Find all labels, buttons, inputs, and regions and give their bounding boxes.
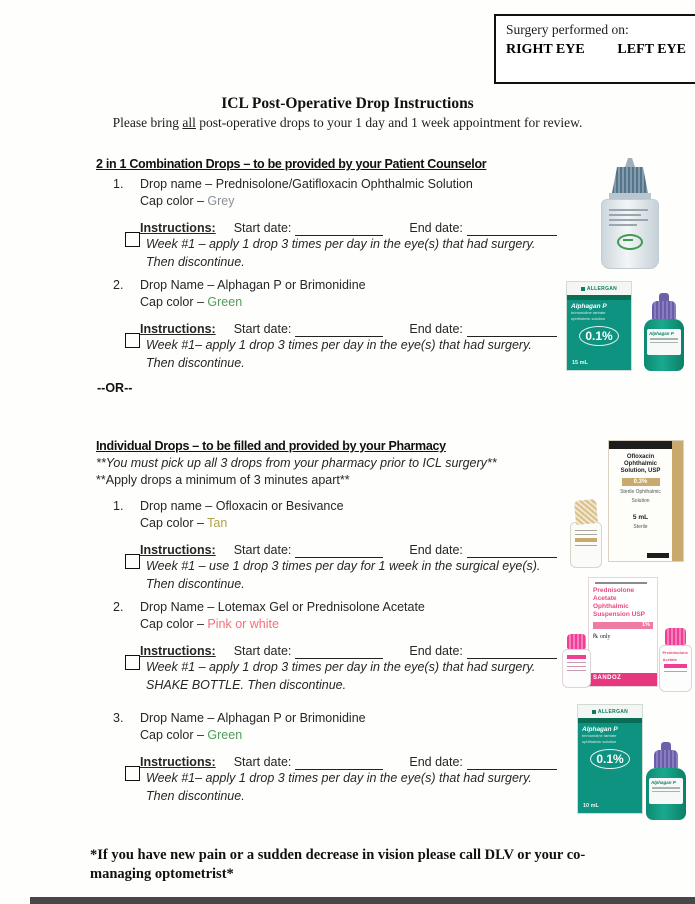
item-number: 1. [113, 499, 124, 513]
page-subtitle: Please bring all post-operative drops to your 1 day and 1 week appointment for review. [112, 115, 583, 130]
prednisolone-bottle-left [560, 634, 592, 690]
end-date-label: End date: [409, 543, 463, 557]
right-eye-option[interactable]: RIGHT EYE [506, 42, 585, 57]
followup-instruction: Then discontinue. [146, 789, 245, 803]
instructions-label: Instructions: [140, 644, 216, 658]
followup-instruction: Then discontinue. [146, 255, 245, 269]
followup-instruction: SHAKE BOTTLE. Then discontinue. [146, 678, 347, 692]
left-eye-option[interactable]: LEFT EYE [617, 42, 686, 57]
prednisolone-box: Prednisolone Acetate Ophthalmic Suspension USP 1% ℞ only SANDOZ [588, 577, 658, 687]
cap-color-value: Tan [207, 516, 228, 530]
alphagan-bottle-label: Alphagan P [649, 331, 674, 336]
combination-drops-section [96, 156, 570, 372]
item-number: 2. [113, 600, 124, 614]
week1-checkbox[interactable] [125, 232, 140, 247]
individual-drop-item-3 [113, 710, 570, 805]
grey-bottle-cap [612, 167, 648, 193]
individual-section-heading: Individual Drops – to be filled and provided by your Pharmacy [96, 439, 446, 453]
drop-name: Drop Name – Alphagan P or Brimonidine [140, 278, 366, 292]
end-date-label: End date: [409, 755, 463, 769]
end-date-blank[interactable] [467, 222, 557, 236]
individual-drop-item-2 [113, 599, 570, 694]
alphagan-bottle [644, 742, 688, 822]
end-date-blank[interactable] [467, 756, 557, 770]
compound-drop-bottle-image [580, 158, 680, 273]
box-ndc-line [595, 582, 647, 584]
alphagan-box: ALLERGAN Alphagan P brimonidine tartrate ophthalmic solution 0.1% 15 mL [566, 281, 632, 371]
start-date-label: Start date: [233, 644, 292, 658]
rx-only-label: ℞ only [593, 634, 611, 640]
start-date-label: Start date: [233, 755, 292, 769]
ofloxacin-product-image [568, 440, 688, 578]
week1-instruction: Week #1 – apply 1 drop 3 times per day in the eye(s) that had surgery. [146, 237, 536, 251]
alphagan-bottle [642, 293, 686, 373]
alphagan-name-label: Alphagan P [571, 303, 607, 310]
allergan-logo-icon [592, 710, 596, 714]
item-number: 2. [113, 278, 124, 292]
combo-drop-item-1 [113, 176, 570, 271]
followup-instruction: Then discontinue. [146, 356, 245, 370]
start-date-blank[interactable] [295, 756, 383, 770]
end-date-blank[interactable] [467, 645, 557, 659]
drop-name: Drop name – Prednisolone/Gatifloxacin Ophthalmic Solution [140, 177, 473, 191]
start-date-label: Start date: [233, 221, 292, 235]
end-date-blank[interactable] [467, 323, 557, 337]
ofloxacin-size-label: 5 mL [632, 514, 649, 521]
prednisolone-acetate-product-image [560, 577, 693, 694]
individual-drops-section [96, 438, 570, 805]
alphagan-p-product-image-top [566, 277, 688, 373]
week1-instruction: Week #1 – use 1 drop 3 times per day for 1 week in the surgical eye(s). [146, 559, 541, 573]
ofloxacin-strength-label: 0.3% [622, 478, 660, 486]
alphagan-size-label: 15 mL [572, 360, 588, 366]
alphagan-size-label: 10 mL [583, 803, 599, 809]
alphagan-p-product-image-bottom [577, 700, 690, 822]
week1-instruction: Week #1– apply 1 drop 3 times per day in the eye(s) that had surgery. [146, 338, 532, 352]
start-date-label: Start date: [233, 543, 292, 557]
ofloxacin-box: Ofloxacin Ophthalmic Solution, USP 0.3% Sterile Ophthalmic Solution 5 mL Sterile [608, 440, 684, 562]
item-number: 3. [113, 711, 124, 725]
cap-color-line: Cap color – Green [140, 728, 243, 742]
surgery-box-title: Surgery performed on: [506, 22, 629, 37]
cap-color-line: Cap color – Pink or white [140, 617, 279, 631]
purple-bottle-cap [652, 301, 676, 319]
allergan-brand-label: ALLERGAN [597, 708, 629, 715]
alphagan-box: ALLERGAN Alphagan P brimonidine tartrate ophthalmic solution 0.1% 10 mL [577, 704, 643, 814]
prednisolone-strength-label: 1% [593, 622, 653, 629]
week1-checkbox[interactable] [125, 655, 140, 670]
cap-color-line: Cap color – Tan [140, 516, 228, 530]
end-date-label: End date: [409, 221, 463, 235]
week1-checkbox[interactable] [125, 554, 140, 569]
cap-color-value: Grey [207, 194, 235, 208]
tan-bottle-cap [574, 499, 598, 525]
surgery-performed-box [494, 14, 695, 84]
prednisolone-bottle-right: Prednisolone Acetate [657, 628, 693, 694]
drop-name: Drop Name – Alphagan P or Brimonidine [140, 711, 366, 725]
start-date-blank[interactable] [295, 323, 383, 337]
alphagan-strength-label: 0.1% [590, 749, 630, 769]
cap-color-line: Cap color – Green [140, 295, 243, 309]
week1-instruction: Week #1– apply 1 drop 3 times per day in the eye(s) that had surgery. [146, 771, 532, 785]
instructions-label: Instructions: [140, 221, 216, 235]
ofloxacin-bottle [568, 500, 604, 572]
week1-instruction: Week #1 – apply 1 drop 3 times per day in the eye(s) that had surgery. [146, 660, 536, 674]
purple-bottle-cap [654, 750, 678, 768]
page-bottom-bar [30, 897, 695, 904]
week1-checkbox[interactable] [125, 766, 140, 781]
document-header [0, 95, 695, 131]
pharmacy-note-1: **You must pick up all 3 drops from your pharmacy prior to ICL surgery** [96, 456, 497, 470]
combination-section-heading: 2 in 1 Combination Drops – to be provided by your Patient Counselor [96, 157, 487, 171]
pink-bottle-cap [567, 634, 586, 649]
box-barcode-strip [609, 441, 672, 449]
individual-drop-item-1 [113, 498, 570, 593]
start-date-blank[interactable] [295, 645, 383, 659]
cap-color-value: Green [207, 728, 243, 742]
alphagan-name-label: Alphagan P [582, 726, 618, 733]
cap-color-value: Pink or white [207, 617, 279, 631]
or-divider: --OR-- [97, 381, 133, 395]
start-date-blank[interactable] [295, 222, 383, 236]
compound-pharmacy-logo [617, 234, 643, 250]
manufacturer-logo [647, 553, 669, 558]
instructions-label: Instructions: [140, 755, 216, 769]
alphagan-strength-label: 0.1% [579, 326, 619, 346]
allergan-brand-label: ALLERGAN [586, 285, 618, 292]
drop-name: Drop name – Ofloxacin or Besivance [140, 499, 344, 513]
end-date-blank[interactable] [467, 544, 557, 558]
combo-drop-item-2 [113, 277, 570, 372]
emergency-contact-note: *If you have new pain or a sudden decrease in vision please call DLV or your co-managing optometrist* [90, 847, 586, 882]
cap-color-value: Green [207, 295, 243, 309]
alphagan-bottle-label: Alphagan P [651, 780, 676, 785]
bottle-dropper-tip [625, 158, 635, 167]
followup-instruction: Then discontinue. [146, 577, 245, 591]
instructions-label: Instructions: [140, 543, 216, 557]
instructions-label: Instructions: [140, 322, 216, 336]
cap-color-line: Cap color – Grey [140, 194, 235, 208]
drop-name: Drop Name – Lotemax Gel or Prednisolone Acetate [140, 600, 425, 614]
subtitle-all-underlined: all [182, 115, 196, 130]
end-date-label: End date: [409, 644, 463, 658]
end-date-label: End date: [409, 322, 463, 336]
bottle-body [601, 199, 659, 269]
start-date-label: Start date: [233, 322, 292, 336]
sandoz-brand-label: SANDOZ [589, 673, 657, 686]
allergan-logo-icon [581, 287, 585, 291]
pharmacy-note-2: **Apply drops a minimum of 3 minutes apart** [96, 473, 350, 487]
pink-bottle-cap [665, 628, 686, 645]
page-title: ICL Post-Operative Drop Instructions [221, 95, 474, 112]
week1-checkbox[interactable] [125, 333, 140, 348]
item-number: 1. [113, 177, 124, 191]
start-date-blank[interactable] [295, 544, 383, 558]
